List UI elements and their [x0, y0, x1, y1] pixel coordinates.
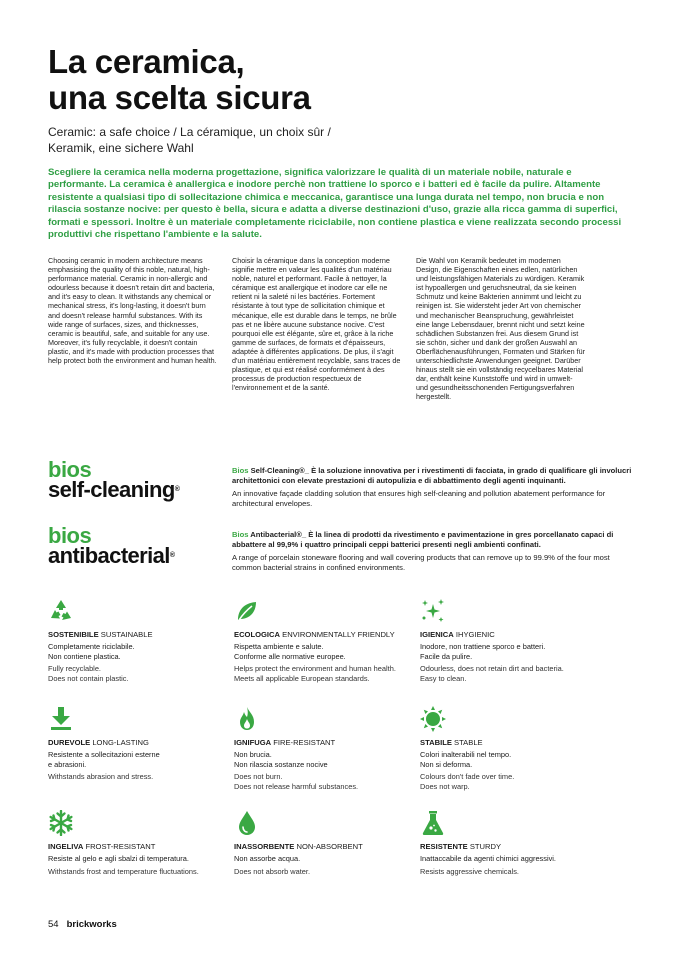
- feature-title: [420, 630, 610, 639]
- snowflake-icon: [48, 810, 74, 836]
- feature-title: [48, 630, 238, 639]
- feature-title: [48, 842, 238, 851]
- feature-title-it: INASSORBENTE: [234, 842, 295, 851]
- feature-title-en: SUSTAINABLE: [100, 630, 153, 639]
- product-bios-label: Bios: [232, 530, 249, 539]
- feature-line: e abrasioni.: [48, 759, 87, 769]
- feature-line: Does not absorb water.: [234, 866, 311, 876]
- column-french: Choisir la céramique dans la conception moderne signifie mettre en valeur les qualités d'un matériau noble, naturel et performant. Facile à nettoyer, la céramique est anallergique et inodore car elle ne retient ni la saleté ni les bactéries. Fortement résistante à tout type de sollicitation chimique et mécanique, elle est durable dans le temps, ne brûle pas et ne libère aucune substance nocive. C'est pourquoi elle est élégante, sûre et, grâce à la riche gamme de surfaces, de formats et d'épaisseurs, adaptée à différentes applications. De plus, il s'agit d'un matériau entièrement recyclable, sans traces de plastique, et qui est réalisé conformément à des processus de production respectueux de l'environnement et de la santé.: [232, 256, 401, 393]
- flask-icon: [420, 810, 446, 836]
- logo-bios-word: bios: [48, 523, 92, 548]
- feature-text-en: [48, 867, 238, 876]
- feature-line: Colori inalterabili nel tempo.: [420, 750, 512, 760]
- feature-line: Non contiene plastica.: [48, 651, 121, 661]
- feature-title-en: FIRE-RESISTANT: [273, 738, 336, 747]
- feature-line: Fully recyclable.: [48, 664, 101, 674]
- feature-ecological: [234, 598, 424, 683]
- logo-bios-word: bios: [48, 457, 92, 482]
- feature-title-it: RESISTENTE: [420, 842, 468, 851]
- product-description-self-cleaning: [232, 466, 632, 508]
- feature-title-it: INGELIVA: [48, 842, 84, 851]
- feature-text-en: [234, 664, 424, 683]
- feature-line: Non brucia.: [234, 750, 272, 760]
- feature-text-en: [420, 867, 610, 876]
- feature-line: Rispetta ambiente e salute.: [234, 642, 324, 652]
- product-bios-label: Bios: [232, 466, 249, 475]
- feature-title-it: ECOLOGICA: [234, 630, 280, 639]
- feature-stable: [420, 706, 610, 791]
- feature-non-absorbent: [234, 810, 424, 876]
- feature-text-it: [234, 750, 424, 769]
- feature-text-it: [420, 854, 610, 863]
- feature-line: Non assorbe acqua.: [234, 854, 301, 864]
- feature-long-lasting: [48, 706, 238, 782]
- feature-line: Does not contain plastic.: [48, 673, 129, 683]
- product-description-antibacterial: [232, 530, 632, 572]
- feature-text-it: [48, 854, 238, 863]
- title-line-2: una scelta sicura: [48, 79, 311, 116]
- feature-title-it: DUREVOLE: [48, 738, 91, 747]
- product-text-it: È la linea di prodotti da rivestimento e pavimentazione in gres porcellanato capaci di abbattere al 99,9% i quattro principali ceppi batterici presenti negli ambienti confinati.: [232, 530, 614, 549]
- bios-self-cleaning-logo: [48, 457, 180, 502]
- logo-registered-mark: ®: [174, 486, 180, 493]
- subtitle-line-2: Keramik, eine sichere Wahl: [48, 141, 194, 155]
- feature-title: [234, 738, 424, 747]
- feature-text-en: [48, 772, 238, 781]
- recycle-icon: [48, 598, 74, 624]
- logo-registered-mark: ®: [169, 552, 175, 559]
- feature-line: Meets all applicable European standards.: [234, 673, 370, 683]
- feature-title: [234, 842, 424, 851]
- feature-title: [48, 738, 238, 747]
- column-english: Choosing ceramic in modern architecture means emphasising the quality of this noble, natural, high-performance material. Ceramic in non-allergic and odourless because it doesn't retain dirt and bacteria, and it's easy to clean. It withstands any chemical or mechanical stress, it's long-lasting, it doesn't burn and doesn't release harmful substances. With its wide range of surfaces, sizes, and thicknesses, ceramic is beautiful, safe, and suitable for any use. Moreover, it's fully recyclable, it doesn't contain plastic, and it's made with production processes that help protect both the environment and human health.: [48, 256, 217, 366]
- feature-text-it: [420, 642, 610, 661]
- feature-line: Withstands frost and temperature fluctuations.: [48, 866, 199, 876]
- product-description-it: [232, 466, 632, 485]
- feature-line: Conforme alle normative europee.: [234, 651, 346, 661]
- feature-line: Completamente riciclabile.: [48, 642, 135, 652]
- feature-hygienic: [420, 598, 610, 683]
- page-number: 54: [48, 919, 59, 930]
- feature-text-it: [234, 642, 424, 661]
- feature-title: [420, 738, 610, 747]
- feature-text-en: [420, 664, 610, 683]
- logo-product-name: antibacterial: [48, 543, 170, 568]
- feature-title-en: NON-ABSORBENT: [296, 842, 363, 851]
- feature-text-it: [420, 750, 610, 769]
- feature-text-it: [48, 642, 238, 661]
- feature-fire-resistant: [234, 706, 424, 791]
- logo-product-name: self-cleaning: [48, 477, 175, 502]
- feature-line: Resiste al gelo e agli sbalzi di temperatura.: [48, 854, 189, 864]
- feature-frost-resistant: [48, 810, 238, 876]
- leaf-icon: [234, 598, 260, 624]
- feature-line: Inattaccabile da agenti chimici aggressivi.: [420, 854, 556, 864]
- feature-text-en: [48, 664, 238, 683]
- feature-line: Helps protect the environment and human health.: [234, 664, 396, 674]
- product-description-en: A range of porcelain stoneware flooring and wall covering products that can remove up to 99.9% of the four most common bacterial strains in confined environments.: [232, 553, 610, 572]
- product-description-en: An innovative façade cladding solution that ensures high self-cleaning and pollution abatement performance for architectural envelopes.: [232, 489, 606, 508]
- sparkle-icon: [420, 598, 446, 624]
- feature-title-en: FROST-RESISTANT: [85, 842, 156, 851]
- feature-title-en: LONG-LASTING: [92, 738, 149, 747]
- feature-sturdy: [420, 810, 610, 876]
- column-german: Die Wahl von Keramik bedeutet im modernen Design, die Eigenschaften eines edlen, natürlichen und leistungsfähigen Materials zu würdigen. Keramik ist hypoallergen und geruchsneutral, da sie keinen Schmutz und keine Bakterien annimmt und leicht zu reinigen ist. Sie widersteht jeder Art von chemischer und mechanischer Beanspruchung, gewährleistet eine lange Lebensdauer, brennt nicht und setzt keine schädlichen Substanzen frei. Aus diesem Grund ist sie schön, sicher und dank der großen Auswahl an Oberflächenausführungen, Formaten und Stärken für unterschiedlichste Anwendungen geeignet. Darüber hinaus stellt sie ein vollständig recycelbares Material dar, enthält keine Kunststoffe und wird in umwelt- und gesundheitsschonenden Fertigungsverfahren hergestellt.: [416, 256, 586, 402]
- feature-line: Colours don't fade over time.: [420, 772, 515, 782]
- feature-title-it: SOSTENIBILE: [48, 630, 99, 639]
- feature-title: [234, 630, 424, 639]
- footer-brand: brickworks: [66, 919, 117, 930]
- feature-line: Withstands abrasion and stress.: [48, 772, 154, 782]
- water-drop-icon: [234, 810, 260, 836]
- feature-title-en: ENVIRONMENTALLY FRIENDLY: [282, 630, 395, 639]
- feature-line: Non rilascia sostanze nocive: [234, 759, 328, 769]
- feature-sustainable: [48, 598, 238, 683]
- feature-title: [420, 842, 610, 851]
- product-text-it: È la soluzione innovativa per i rivestimenti di facciata, in grado di qualificare gli involucri architettonici con elevate prestazioni di autopulizia e di abbattimento degli agenti inquinanti.: [232, 466, 632, 485]
- feature-line: Resistente a sollecitazioni esterne: [48, 750, 160, 760]
- product-description-it: [232, 530, 632, 549]
- feature-line: Easy to clean.: [420, 673, 467, 683]
- feature-title-it: STABILE: [420, 738, 452, 747]
- title-line-1: La ceramica,: [48, 43, 245, 80]
- subtitle: [48, 124, 378, 156]
- feature-title-en: IHYGIENIC: [455, 630, 495, 639]
- product-name: Antibacterial®_: [250, 530, 307, 539]
- feature-text-it: [48, 750, 238, 769]
- logo-product-word: [48, 477, 180, 502]
- feature-line: Does not release harmful substances.: [234, 781, 359, 791]
- feature-line: Does not warp.: [420, 781, 470, 791]
- logo-product-word: [48, 543, 175, 568]
- bios-antibacterial-logo: [48, 523, 175, 568]
- sun-icon: [420, 706, 446, 732]
- page-footer: [48, 919, 117, 930]
- feature-title-en: STURDY: [469, 842, 502, 851]
- product-name: Self-Cleaning®_: [250, 466, 309, 475]
- page-title: [48, 44, 311, 116]
- flame-icon: [234, 706, 260, 732]
- feature-line: Inodore, non trattiene sporco e batteri.: [420, 642, 546, 652]
- feature-line: Does not burn.: [234, 772, 283, 782]
- feature-line: Facile da pulire.: [420, 651, 473, 661]
- subtitle-line-1: Ceramic: a safe choice / La céramique, un choix sûr /: [48, 125, 331, 139]
- feature-title-en: STABLE: [454, 738, 483, 747]
- feature-text-en: [234, 867, 424, 876]
- feature-text-en: [234, 772, 424, 791]
- feature-title-it: IGIENICA: [420, 630, 454, 639]
- down-arrow-icon: [48, 706, 74, 732]
- feature-text-en: [420, 772, 610, 791]
- feature-line: Non si deforma.: [420, 759, 473, 769]
- feature-line: Odourless, does not retain dirt and bacteria.: [420, 664, 564, 674]
- feature-title-it: IGNIFUGA: [234, 738, 272, 747]
- lead-paragraph: Scegliere la ceramica nella moderna progettazione, significa valorizzare le qualità di un materiale nobile, naturale e performante. La ceramica è anallergica e inodore perchè non trattiene lo sporco e i batteri ed è facile da pulire. Altamente resistente a qualsiasi tipo di sollecitazione chimica e meccanica, garantisce una lunga durata nel tempo, non brucia e non rilascia sostanze nocive: per questo è bella, sicura e adatta a diverse destinazioni d'uso, grazie alla ricca gamma di superfici, formati e spessori. Inoltre è un materiale completamente riciclabile, non contiene plastica e viene realizzata secondo processi produttivi che rispettano l'ambiente e la salute.: [48, 167, 622, 241]
- feature-line: Resists aggressive chemicals.: [420, 866, 519, 876]
- feature-text-it: [234, 854, 424, 863]
